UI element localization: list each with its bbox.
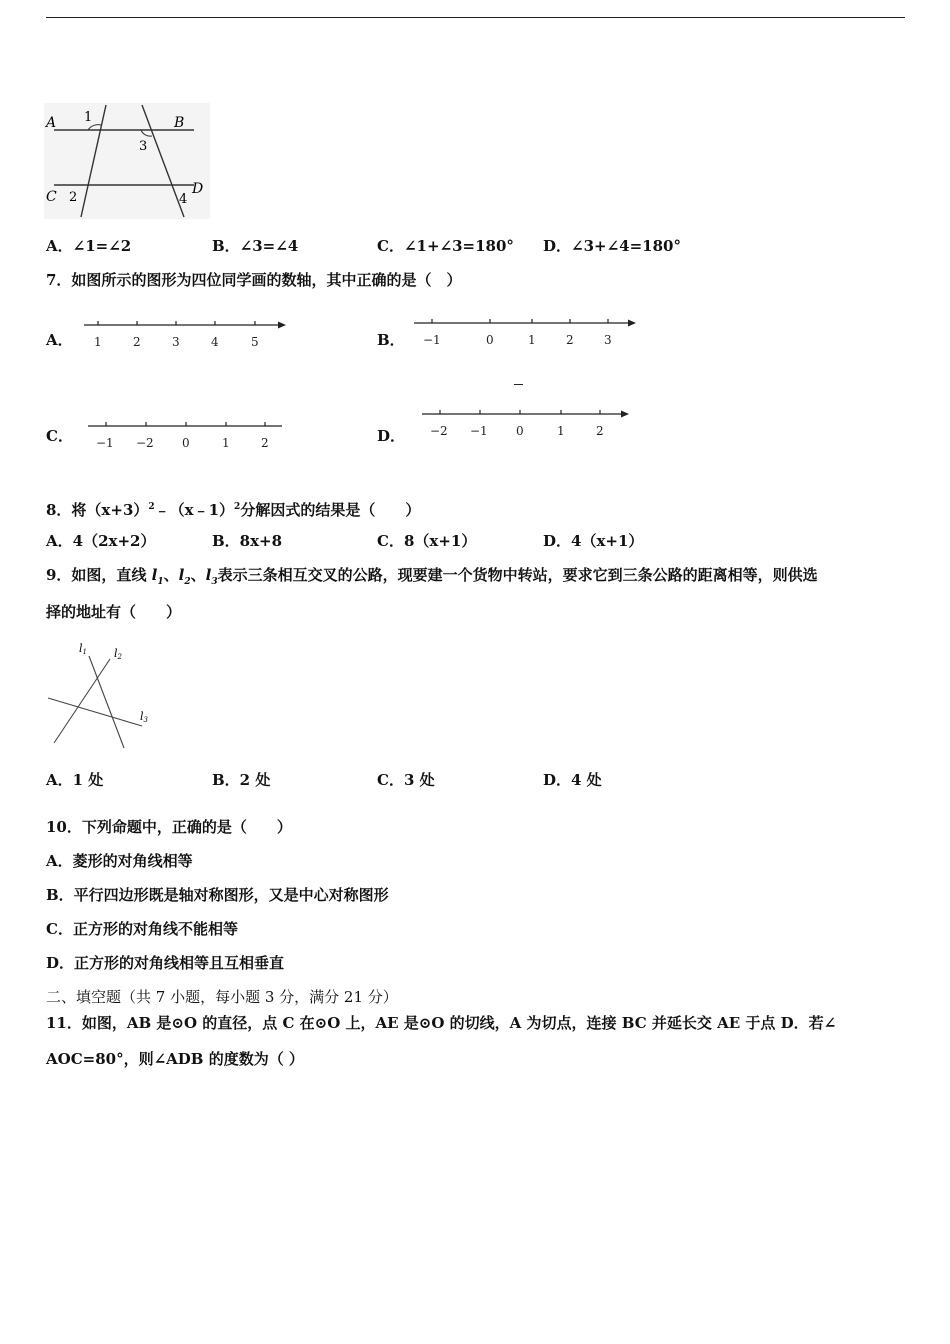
q6-option-c: C．∠1+∠3=180° bbox=[377, 237, 514, 255]
fig6-label-angle3: 3 bbox=[139, 139, 148, 154]
q7-option-d-label: D． bbox=[377, 427, 406, 445]
fig6-label-a: A bbox=[46, 115, 57, 131]
tick-label: −1 bbox=[423, 333, 441, 347]
q7-stem: 7．如图所示的图形为四位同学画的数轴，其中正确的是（ ） bbox=[46, 271, 462, 289]
q8-exponent-1: 2 bbox=[148, 502, 155, 512]
number-line-c bbox=[84, 418, 289, 458]
q8-option-c: C．8（x+1） bbox=[377, 532, 477, 550]
header-rule bbox=[46, 17, 905, 18]
fig6-label-c: C bbox=[46, 189, 57, 205]
q8-option-a: A．4（2x+2） bbox=[46, 532, 156, 550]
tick-label: 3 bbox=[172, 335, 180, 349]
stray-dash-mark bbox=[514, 384, 523, 385]
q8-exponent-2: 2 bbox=[234, 502, 241, 512]
section-title: 二、填空题（共 7 小题，每小题 3 分，满分 21 分） bbox=[46, 988, 398, 1006]
q9-stem-line2: 择的地址有（ ） bbox=[46, 603, 182, 621]
tick-label: 0 bbox=[182, 436, 190, 450]
q10-stem: 10．下列命题中，正确的是（ ） bbox=[46, 818, 292, 836]
intersecting-roads-figure bbox=[44, 638, 156, 750]
tick-label: 1 bbox=[557, 424, 565, 438]
q7-option-c-label: C． bbox=[46, 427, 73, 445]
q10-option-c: C．正方形的对角线不能相等 bbox=[46, 920, 238, 938]
fig6-label-angle1: 1 bbox=[84, 110, 93, 125]
q9-stem-part-b: 表示三条相互交叉的公路，现要建一个货物中转站，要求它到三条公路的距离相等，则供选 bbox=[217, 566, 818, 584]
number-line-a bbox=[80, 316, 295, 356]
q6-option-d: D．∠3+∠4=180° bbox=[543, 237, 681, 255]
tick-label: 1 bbox=[222, 436, 230, 450]
q9-line-l2: $l_2$ bbox=[178, 566, 191, 587]
q8-stem bbox=[46, 497, 420, 520]
tick-label: −1 bbox=[470, 424, 488, 438]
q8-stem-part-b: ﹣（x﹣1） bbox=[154, 501, 235, 519]
q10-option-b: B．平行四边形既是轴对称图形，又是中心对称图形 bbox=[46, 886, 389, 904]
tick-label: 2 bbox=[133, 335, 141, 349]
q8-stem-part-c: 分解因式的结果是（ ） bbox=[240, 501, 421, 519]
q9-option-a: A．1 处 bbox=[46, 771, 104, 789]
parallel-lines-figure bbox=[44, 103, 210, 219]
fig6-label-b: B bbox=[174, 115, 185, 131]
q11-stem-line2: AOC=80°，则∠ADB 的度数为（ ） bbox=[46, 1050, 304, 1068]
tick-label: 2 bbox=[596, 424, 604, 438]
q9-line-l3: $l_3$ bbox=[205, 566, 218, 587]
q8-stem-part-a: 8．将（x+3） bbox=[46, 501, 149, 519]
q10-option-d: D．正方形的对角线相等且互相垂直 bbox=[46, 954, 285, 972]
number-line-d bbox=[418, 405, 638, 445]
tick-label: 2 bbox=[261, 436, 269, 450]
q9-option-c: C．3 处 bbox=[377, 771, 435, 789]
tick-label: 0 bbox=[486, 333, 494, 347]
q6-option-a: A．∠1=∠2 bbox=[46, 237, 132, 255]
tick-label: 1 bbox=[528, 333, 536, 347]
q7-option-a-label: A． bbox=[46, 331, 73, 349]
tick-label: 4 bbox=[211, 335, 219, 349]
q7-option-b-label: B． bbox=[377, 331, 405, 349]
tick-label: 2 bbox=[566, 333, 574, 347]
q6-option-b: B．∠3=∠4 bbox=[212, 237, 299, 255]
q11-stem-line1: 11．如图，AB 是⊙O 的直径，点 C 在⊙O 上，AE 是⊙O 的切线，A 为切点，连接 BC 并延长交 AE 于点 D．若∠ bbox=[46, 1014, 837, 1032]
tick-label: 1 bbox=[94, 335, 102, 349]
q9-option-d: D．4 处 bbox=[543, 771, 602, 789]
tick-label: −2 bbox=[430, 424, 448, 438]
q9-option-b: B．2 处 bbox=[212, 771, 271, 789]
q8-option-b: B．8x+8 bbox=[212, 532, 283, 550]
fig6-label-d: D bbox=[192, 181, 204, 197]
q9-fig-label-l1: l1 bbox=[79, 642, 87, 656]
tick-label: 0 bbox=[516, 424, 524, 438]
fig6-label-angle2: 2 bbox=[69, 190, 78, 205]
tick-label: 5 bbox=[251, 335, 259, 349]
q10-option-a: A．菱形的对角线相等 bbox=[46, 852, 193, 870]
tick-label: −1 bbox=[96, 436, 114, 450]
q8-option-d: D．4（x+1） bbox=[543, 532, 644, 550]
q9-fig-label-l2: l2 bbox=[114, 647, 122, 661]
q9-fig-label-l3: l3 bbox=[140, 710, 148, 724]
q9-line-l1: $l_1$ bbox=[151, 566, 164, 587]
tick-label: 3 bbox=[604, 333, 612, 347]
q9-stem-part-a: 9．如图，直线 bbox=[46, 566, 152, 584]
q9-stem-line1: 9．如图，直线 $l_1$、$l_2$、$l_3$表示三条相互交叉的公路，现要建一个货物中转站，要求它到三条公路的距离相等，则供选 bbox=[46, 566, 818, 587]
number-line-b bbox=[410, 314, 645, 354]
fig6-label-angle4: 4 bbox=[179, 192, 188, 207]
tick-label: −2 bbox=[136, 436, 154, 450]
